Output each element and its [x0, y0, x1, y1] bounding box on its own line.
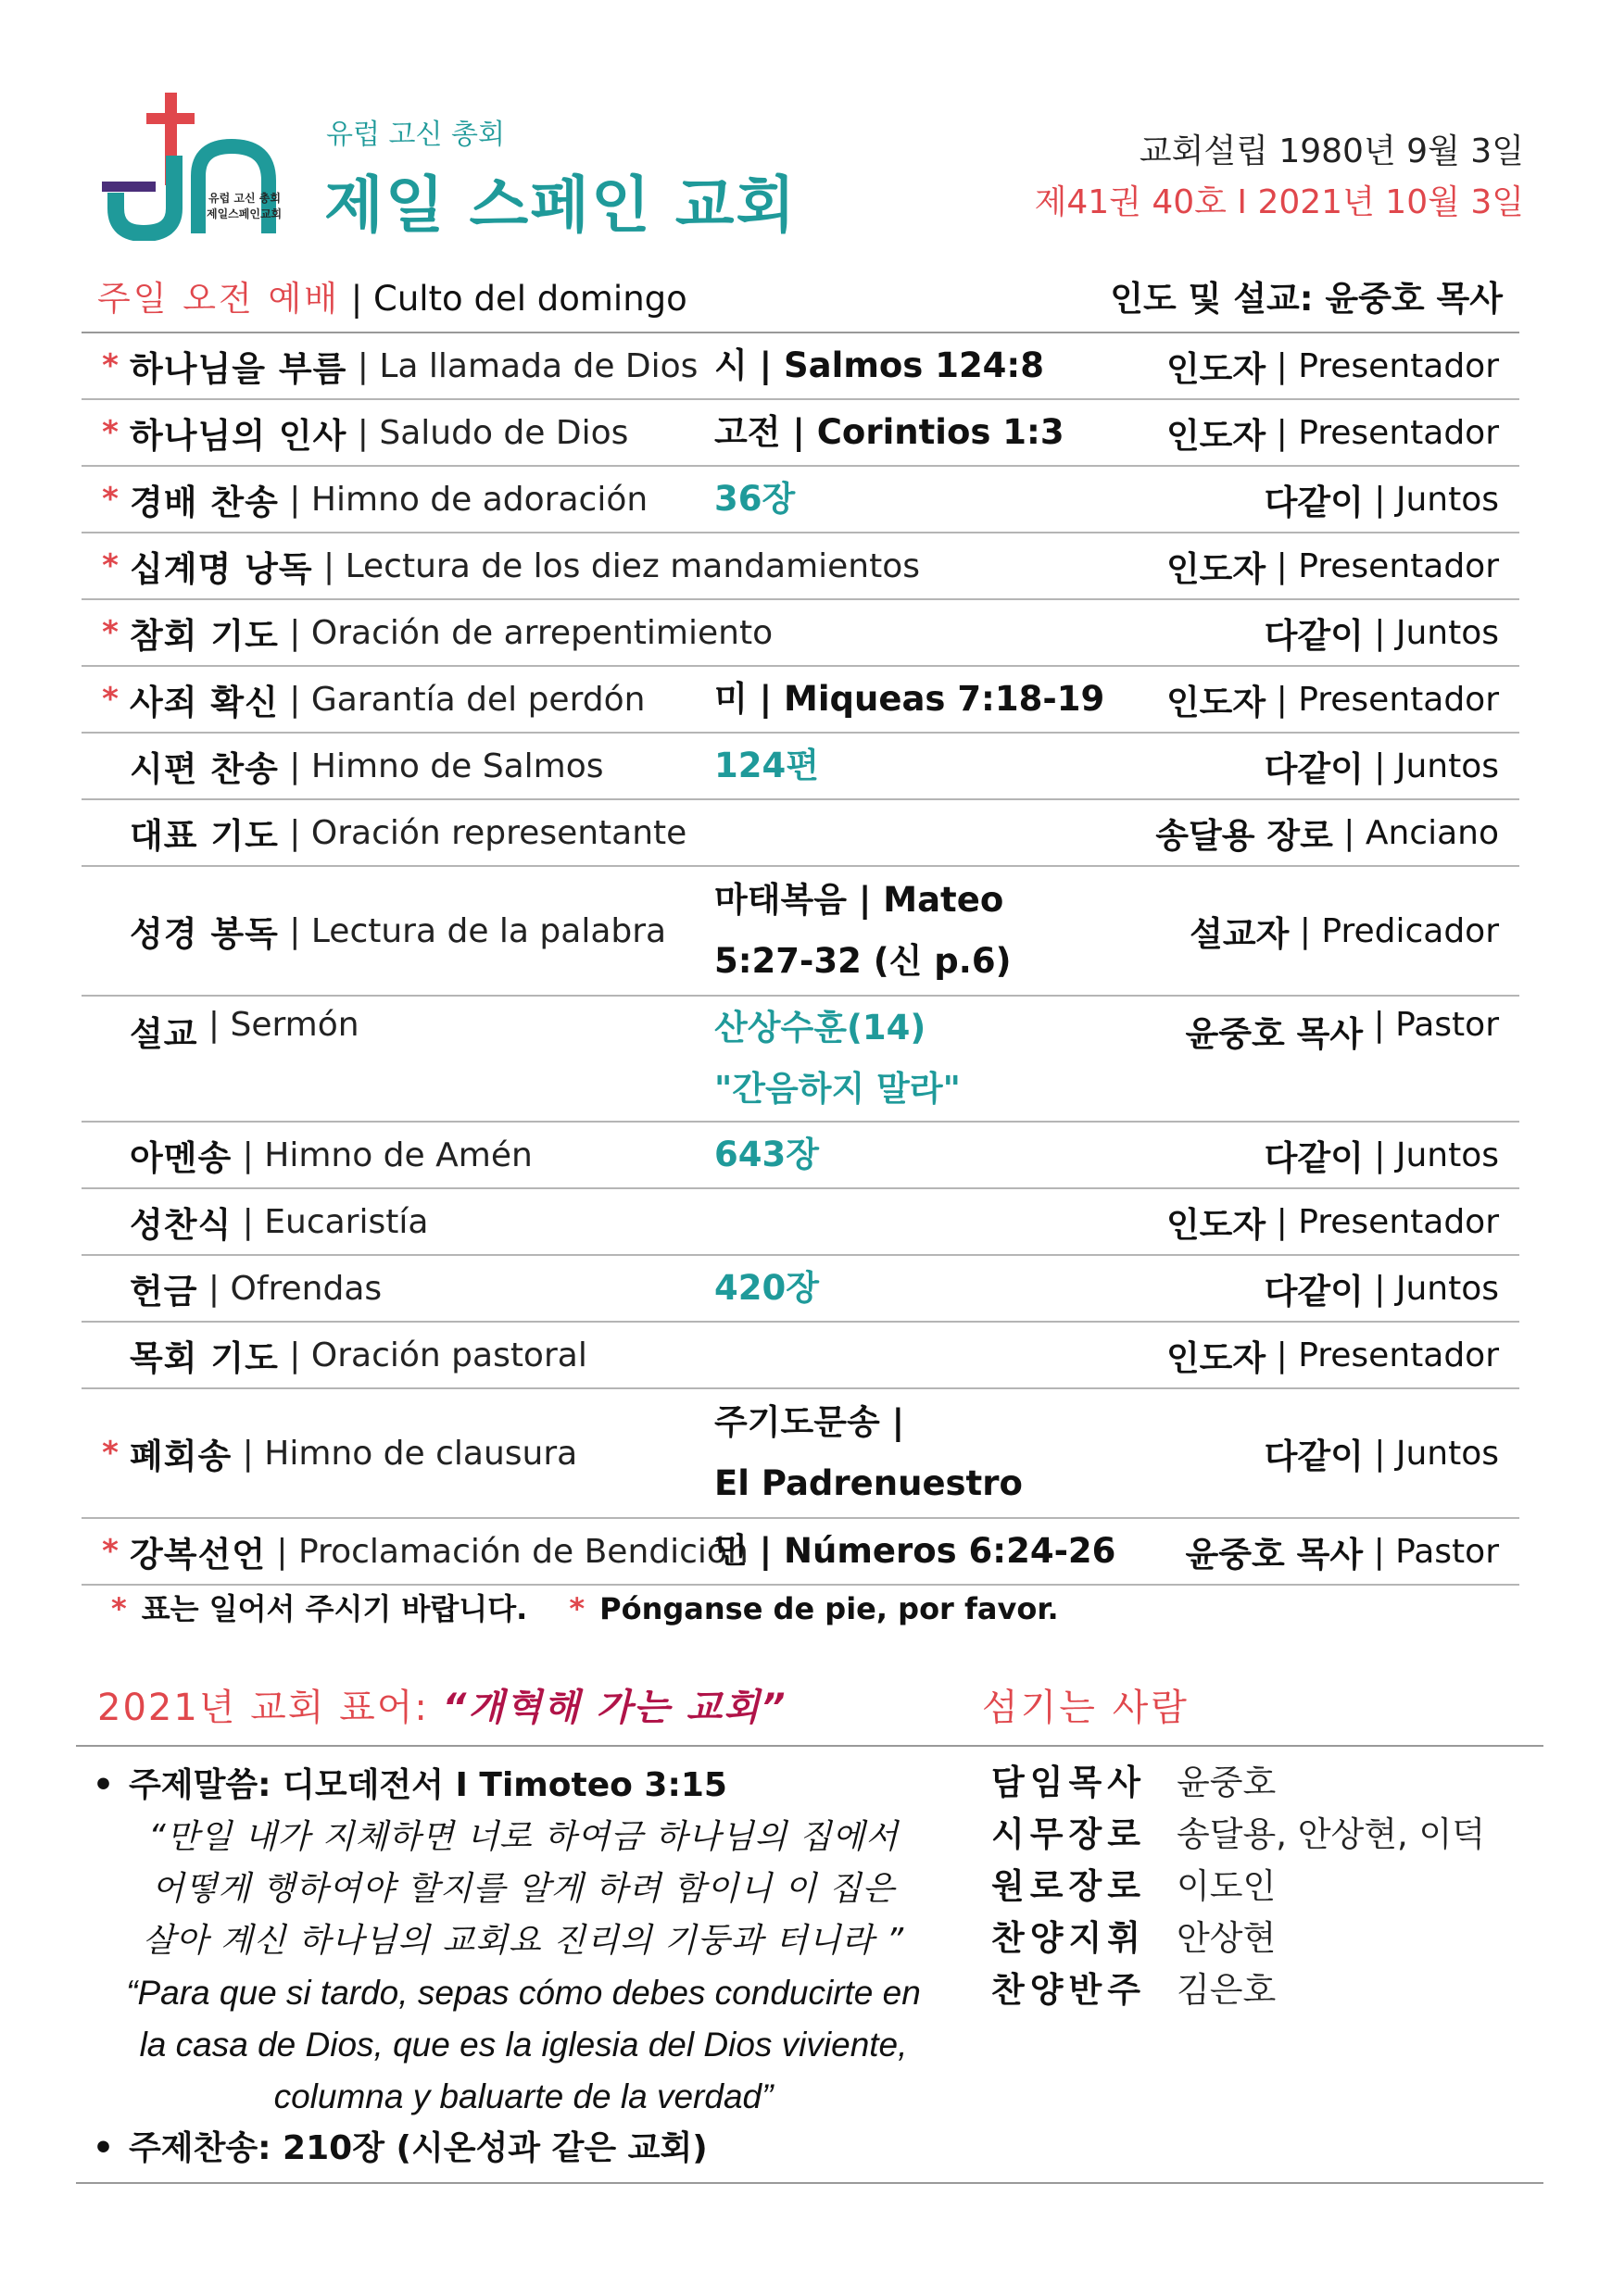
order-item-es: Himno de Amén — [264, 1135, 533, 1174]
order-leader-ko: 다같이 — [1264, 749, 1364, 789]
order-item-ref — [714, 400, 1103, 465]
bottom-divider — [76, 2182, 1543, 2184]
order-item-leader — [1186, 997, 1499, 1130]
order-item-ko: 하나님의 인사 — [130, 416, 347, 456]
order-leader-sep: | — [1363, 613, 1396, 652]
standing-star: * — [102, 1435, 119, 1472]
order-leader-ko: 인도자 — [1165, 683, 1266, 722]
service-title-es: Culto del domingo — [372, 279, 687, 319]
order-item-ref — [714, 867, 1103, 995]
order-ref-line: 5:27-32 (신 p.6) — [714, 941, 1012, 981]
order-item-es: Oración de arrepentimiento — [310, 613, 774, 652]
bullet-icon: • — [93, 2129, 115, 2167]
order-leader-es: Presentador — [1298, 1202, 1499, 1241]
servers-list — [991, 1753, 1485, 2013]
order-item-leader — [1265, 1389, 1499, 1517]
order-leader-sep: | — [1266, 680, 1299, 719]
server-names: 안상현 — [1177, 1918, 1277, 1958]
order-leader-es: Presentador — [1298, 680, 1499, 719]
verse-ko-line: “만일 내가 지체하면 너로 하여금 하나님의 집에서 — [148, 1818, 899, 1856]
order-leader-sep: | — [1363, 480, 1396, 519]
server-role: 담임목사 — [991, 1763, 1146, 1802]
theme-verse-label — [93, 1760, 954, 1812]
order-item-name — [130, 867, 778, 995]
theme-section — [93, 1760, 954, 2175]
order-item-ko: 성찬식 — [130, 1205, 233, 1245]
order-ref-line: 420장 — [714, 1268, 819, 1308]
order-ref-line: "간음하지 말라" — [714, 1069, 961, 1109]
order-ref-line: 마태복음 | Mateo — [714, 880, 1004, 920]
stand-star: * — [111, 1591, 127, 1626]
order-leader-sep: | — [1363, 1135, 1396, 1174]
order-item-ko: 성경 봉독 — [130, 914, 279, 954]
order-item-sep: | — [278, 613, 311, 652]
order-row — [82, 400, 1519, 467]
order-leader-ko: 인도자 — [1165, 549, 1266, 589]
order-ref-line: El Padrenuestro — [714, 1463, 1023, 1503]
order-item-sep: | — [197, 1269, 231, 1308]
order-item-es: Proclamación de Bendición — [297, 1532, 749, 1571]
order-item-leader — [1186, 1519, 1499, 1584]
order-item-ref — [714, 800, 1103, 865]
order-item-ko: 경배 찬송 — [130, 483, 279, 522]
order-ref-line: 시 | Salmos 124:8 — [714, 345, 1044, 385]
standing-star: * — [102, 347, 119, 384]
order-item-leader — [1166, 1323, 1499, 1387]
header-subtitle: 유럽 고신 총회 — [326, 119, 505, 151]
order-leader-es: Anciano — [1365, 813, 1499, 852]
order-item-name — [130, 800, 778, 865]
server-row — [991, 1961, 1485, 2013]
order-item-ko: 사죄 확신 — [130, 683, 279, 722]
order-leader-ko: 다같이 — [1264, 1138, 1364, 1178]
standing-star — [96, 800, 124, 865]
order-item-sep: | — [232, 1202, 265, 1241]
order-item-leader — [1265, 600, 1499, 665]
founded-date: 교회설립 1980년 9월 3일 — [1139, 132, 1524, 170]
order-item-name — [130, 1323, 778, 1387]
order-item-leader — [1166, 667, 1499, 732]
order-leader-sep: | — [1363, 1434, 1396, 1473]
verse-es-line: columna y baluarte de la verdad” — [273, 2077, 774, 2115]
order-leader-ko: 인도자 — [1165, 1205, 1266, 1245]
server-role: 찬양지휘 — [991, 1918, 1146, 1958]
order-item-sep: | — [278, 480, 311, 519]
order-ref-line: 산상수훈(14) — [714, 1008, 926, 1048]
order-row — [82, 800, 1519, 867]
order-leader-sep: | — [1363, 747, 1396, 785]
server-names: 송달용, 안상현, 이덕 — [1177, 1814, 1485, 1854]
order-item-sep: | — [278, 1336, 311, 1374]
logo-text-2: 제일스페인교회 — [207, 207, 283, 220]
order-item-sep: | — [232, 1434, 265, 1473]
order-leader-sep: | — [1363, 1269, 1396, 1308]
order-item-leader — [1265, 1123, 1499, 1187]
order-item-sep: | — [346, 346, 380, 385]
service-title — [97, 270, 687, 320]
order-leader-sep: | — [1266, 346, 1299, 385]
server-row — [991, 1753, 1485, 1805]
order-item-sep: | — [278, 747, 311, 785]
order-item-sep: | — [232, 1135, 265, 1174]
order-item-ref — [714, 333, 1103, 398]
order-leader-ko: 윤중호 목사 — [1185, 1535, 1364, 1575]
verse-es-line: la casa de Dios, que es la iglesia del Dios viviente, — [139, 2026, 908, 2064]
section-divider — [76, 1745, 1543, 1747]
order-item-leader — [1166, 333, 1499, 398]
order-item-ko: 시편 찬송 — [130, 749, 279, 789]
stand-note — [111, 1586, 1059, 1628]
order-ref-line: 미 | Miqueas 7:18-19 — [714, 679, 1105, 719]
order-item-ko: 참회 기도 — [130, 616, 279, 656]
order-leader-sep: | — [1363, 1532, 1396, 1571]
order-item-ko: 폐회송 — [130, 1437, 233, 1476]
order-leader-ko: 다같이 — [1264, 483, 1364, 522]
order-item-name — [130, 667, 778, 732]
order-item-ref — [714, 1123, 1103, 1187]
server-names: 이도인 — [1177, 1866, 1277, 1906]
order-item-es: Saludo de Dios — [379, 413, 629, 452]
order-row — [82, 1389, 1519, 1519]
order-leader-ko: 다같이 — [1264, 1272, 1364, 1311]
order-item-ref — [714, 1323, 1103, 1387]
order-item-name — [130, 533, 921, 598]
order-item-name — [130, 734, 778, 798]
motto-text: 개혁해 가는 교회 — [468, 1687, 762, 1729]
order-row — [82, 467, 1519, 533]
order-item-leader — [1166, 1189, 1499, 1254]
order-item-es: Sermón — [230, 1006, 359, 1044]
server-names: 김은호 — [1177, 1970, 1277, 2010]
order-item-es: Eucaristía — [264, 1202, 429, 1241]
server-role: 시무장로 — [991, 1814, 1146, 1854]
order-item-name — [130, 1256, 778, 1321]
order-leader-sep: | — [1266, 1336, 1299, 1374]
order-of-worship — [82, 332, 1519, 1586]
motto-prefix: 2021년 교회 표어: — [97, 1687, 443, 1729]
theme-hymn — [93, 2123, 954, 2175]
servers-heading: 섬기는 사람 — [982, 1687, 1190, 1729]
order-item-name — [130, 1389, 778, 1517]
standing-star — [96, 867, 124, 995]
verse-ko-line: 살아 계신 하나님의 교회요 진리의 기둥과 터니라 ” — [142, 1922, 905, 1960]
standing-star: * — [102, 414, 119, 451]
standing-star: * — [102, 481, 119, 518]
order-ref-line: 124편 — [714, 746, 819, 785]
order-row — [82, 997, 1519, 1123]
order-row — [82, 1189, 1519, 1256]
issue-info: 제41권 40호 I 2021년 10월 3일 — [1034, 183, 1524, 221]
order-leader-sep: | — [1266, 546, 1299, 585]
server-role: 원로장로 — [991, 1866, 1146, 1906]
order-leader-es: Presentador — [1298, 413, 1499, 452]
standing-star — [96, 1189, 124, 1254]
order-leader-sep: | — [1363, 1006, 1396, 1044]
order-item-es: Lectura de la palabra — [310, 911, 667, 950]
standing-star: * — [102, 681, 119, 718]
order-row — [82, 667, 1519, 734]
order-leader-ko: 인도자 — [1165, 1338, 1266, 1378]
order-item-leader — [1265, 734, 1499, 798]
order-leader-es: Presentador — [1298, 546, 1499, 585]
church-motto — [97, 1678, 787, 1731]
order-item-es: Himno de clausura — [264, 1434, 578, 1473]
order-item-sep: | — [278, 680, 311, 719]
order-leader-es: Juntos — [1395, 1135, 1499, 1174]
server-role: 찬양반주 — [991, 1970, 1146, 2010]
order-item-leader — [1166, 400, 1499, 465]
verse-ko-line: 어떻게 행하여야 할지를 알게 하려 함이니 이 집은 — [151, 1870, 896, 1908]
order-leader-sep: | — [1289, 911, 1322, 950]
order-leader-ko: 설교자 — [1190, 914, 1290, 954]
order-ref-line: 민 | Números 6:24-26 — [714, 1531, 1116, 1571]
order-row — [82, 1323, 1519, 1389]
order-item-leader — [1155, 800, 1499, 865]
order-item-name — [130, 600, 778, 665]
order-row — [82, 600, 1519, 667]
order-row — [82, 1123, 1519, 1189]
order-leader-es: Pastor — [1395, 1006, 1499, 1044]
motto-close-quote: ” — [761, 1687, 787, 1729]
stand-note-ko: 표는 일어서 주시기 바랍니다. — [141, 1591, 528, 1626]
standing-star: * — [102, 547, 119, 584]
order-item-ko: 십계명 낭독 — [130, 549, 313, 589]
order-leader-ko: 윤중호 목사 — [1185, 1014, 1364, 1054]
order-row — [82, 333, 1519, 400]
logo-text-1: 유럽 고신 총회 — [208, 192, 281, 205]
order-item-ref — [714, 600, 1103, 665]
order-item-name — [130, 467, 778, 532]
order-item-name — [130, 333, 778, 398]
order-leader-es: Juntos — [1395, 480, 1499, 519]
order-item-leader — [1190, 867, 1499, 995]
order-item-es: La llamada de Dios — [379, 346, 699, 385]
order-leader-es: Predicador — [1321, 911, 1499, 950]
standing-star — [96, 1256, 124, 1321]
stand-note-es: Pónganse de pie, por favor. — [599, 1591, 1059, 1626]
service-title-sep: | — [350, 279, 363, 319]
standing-star — [96, 1123, 124, 1187]
order-item-ref — [714, 997, 1103, 1121]
standing-star: * — [102, 614, 119, 651]
order-item-ref — [714, 1256, 1103, 1321]
order-leader-es: Presentador — [1298, 1336, 1499, 1374]
order-item-ko: 하나님을 부름 — [130, 349, 347, 389]
motto-open-quote: “ — [442, 1687, 469, 1729]
order-item-name — [130, 1519, 778, 1584]
server-row — [991, 1909, 1485, 1961]
order-ref-line: 주기도문송 | — [714, 1402, 905, 1442]
order-leader-sep: | — [1266, 413, 1299, 452]
verse-es-line: “Para que si tardo, sepas cómo debes conducirte en — [126, 1974, 921, 2012]
order-item-leader — [1265, 1256, 1499, 1321]
standing-star — [96, 1323, 124, 1387]
order-ref-line: 643장 — [714, 1135, 819, 1174]
order-row — [82, 1256, 1519, 1323]
order-item-es: Garantía del perdón — [310, 680, 646, 719]
service-leader: 인도 및 설교: 윤중호 목사 — [1110, 279, 1503, 319]
standing-star: * — [102, 1533, 119, 1570]
order-row — [82, 1519, 1519, 1586]
server-row — [991, 1805, 1485, 1857]
order-item-ref — [714, 533, 1103, 598]
order-leader-ko: 인도자 — [1165, 349, 1266, 389]
theme-verse-label-text: 주제말씀: 디모데전서 I Timoteo 3:15 — [129, 1766, 727, 1804]
order-leader-sep: | — [1266, 1202, 1299, 1241]
order-item-es: Lectura de los diez mandamientos — [345, 546, 921, 585]
theme-hymn-text: 주제찬송: 210장 (시온성과 같은 교회) — [129, 2129, 708, 2167]
order-leader-es: Presentador — [1298, 346, 1499, 385]
order-item-sep: | — [278, 813, 311, 852]
order-leader-ko: 다같이 — [1264, 616, 1364, 656]
order-item-sep: | — [346, 413, 380, 452]
order-leader-es: Juntos — [1395, 1434, 1499, 1473]
order-ref-line: 36장 — [714, 479, 796, 519]
standing-star — [96, 997, 124, 1121]
order-item-sep: | — [278, 911, 311, 950]
server-names: 윤중호 — [1177, 1763, 1277, 1802]
order-leader-ko: 인도자 — [1165, 416, 1266, 456]
order-item-name — [130, 400, 778, 465]
order-leader-es: Juntos — [1395, 613, 1499, 652]
order-item-name — [130, 997, 778, 1130]
order-item-ref — [714, 1519, 1116, 1584]
order-item-ref — [714, 467, 1103, 532]
order-leader-es: Juntos — [1395, 1269, 1499, 1308]
order-row — [82, 867, 1519, 997]
order-item-es: Ofrendas — [230, 1269, 383, 1308]
order-leader-ko: 다같이 — [1264, 1437, 1364, 1476]
order-row — [82, 533, 1519, 600]
order-item-leader — [1265, 467, 1499, 532]
order-item-ko: 아멘송 — [130, 1138, 233, 1178]
order-item-sep: | — [197, 1006, 231, 1044]
order-item-es: Himno de adoración — [310, 480, 649, 519]
church-title: 제일 스페인 교회 — [324, 169, 798, 241]
order-item-ref — [714, 1189, 1103, 1254]
order-item-ko: 헌금 — [130, 1272, 198, 1311]
church-logo — [102, 93, 296, 241]
order-item-sep: | — [265, 1532, 298, 1571]
order-item-name — [130, 1123, 778, 1187]
service-title-ko: 주일 오전 예배 — [97, 279, 340, 319]
order-leader-sep: | — [1332, 813, 1366, 852]
order-item-ko: 설교 — [130, 1014, 198, 1054]
standing-star — [96, 734, 124, 798]
stand-star-es: * — [569, 1591, 586, 1626]
order-item-leader — [1166, 533, 1499, 598]
order-item-ref — [714, 667, 1103, 732]
order-item-ko: 목회 기도 — [130, 1338, 279, 1378]
order-ref-line: 고전 | Corintios 1:3 — [714, 412, 1064, 452]
order-row — [82, 734, 1519, 800]
order-leader-ko: 송달용 장로 — [1155, 816, 1333, 856]
order-item-name — [130, 1189, 778, 1254]
order-item-es: Oración representante — [310, 813, 687, 852]
order-item-ref — [714, 1389, 1103, 1517]
order-item-ko: 대표 기도 — [130, 816, 279, 856]
order-item-es: Himno de Salmos — [310, 747, 604, 785]
server-row — [991, 1857, 1485, 1909]
order-item-es: Oración pastoral — [310, 1336, 587, 1374]
order-item-ref — [714, 734, 1103, 798]
order-leader-es: Juntos — [1395, 747, 1499, 785]
bullet-icon: • — [93, 1766, 115, 1804]
order-item-ko: 강복선언 — [130, 1535, 266, 1575]
order-leader-es: Pastor — [1395, 1532, 1499, 1571]
order-item-sep: | — [312, 546, 346, 585]
